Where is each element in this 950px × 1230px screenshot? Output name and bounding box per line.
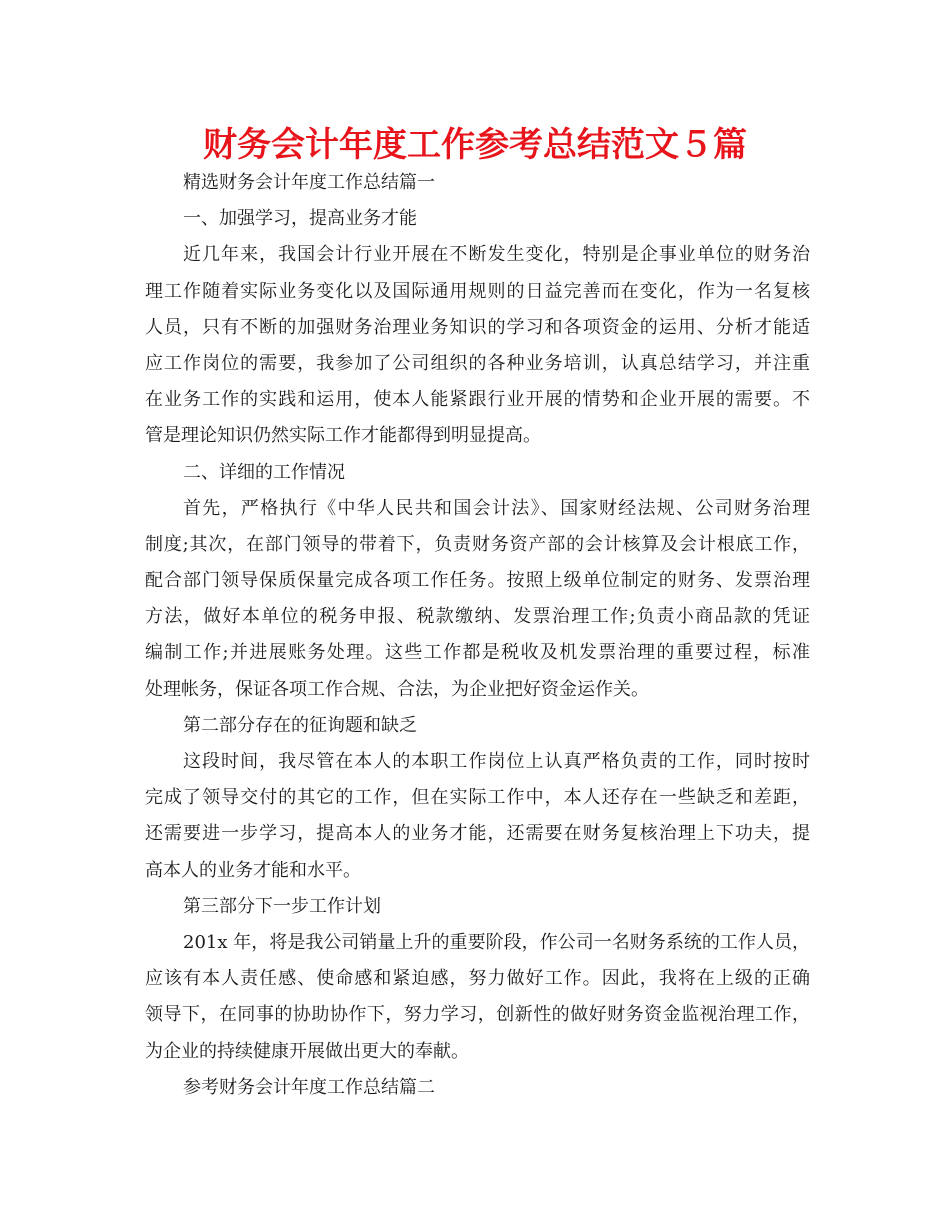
text-line: 人员，只有不断的加强财务治理业务知识的学习和各项资金的运用、分析才能适	[145, 316, 810, 338]
paragraph	[145, 889, 810, 925]
paragraph	[145, 455, 810, 491]
text-line: 方法，做好本单位的税务申报、税款缴纳、发票治理工作;负责小商品款的凭证	[145, 606, 810, 628]
text-line: 参考财务会计年度工作总结篇二	[183, 1076, 435, 1098]
paragraph	[145, 165, 810, 201]
paragraph	[145, 491, 810, 708]
text-line: 处理帐务，保证各项工作合规、合法，为企业把好资金运作关。	[145, 678, 649, 700]
paragraph	[145, 1070, 810, 1106]
paragraph	[145, 237, 810, 454]
text-line: 编制工作;并进展账务处理。这些工作都是税收及机发票治理的重要过程，标准	[145, 642, 810, 664]
text-line: 应工作岗位的需要，我参加了公司组织的各种业务培训，认真总结学习，并注重	[145, 352, 810, 374]
document-body	[145, 165, 810, 1106]
text-line: 精选财务会计年度工作总结篇一	[183, 172, 435, 193]
document-title: 财务会计年度工作参考总结范文５篇	[203, 125, 747, 165]
text-line: 近几年来，我国会计行业开展在不断发生变化，特别是企事业单位的财务治	[183, 244, 810, 266]
text-line: 还需要进一步学习，提高本人的业务才能，还需要在财务复核治理上下功夫，提	[145, 823, 810, 845]
text-line: 应该有本人责任感、使命感和紧迫感，努力做好工作。因此，我将在上级的正确	[145, 968, 810, 990]
text-line: 这段时间，我尽管在本人的本职工作岗位上认真严格负责的工作，同时按时	[183, 751, 810, 772]
text-line: 第二部分存在的征询题和缺乏	[183, 714, 417, 736]
text-line: 首先，严格执行《中华人民共和国会计法》、国家财经法规、公司财务治理	[183, 497, 810, 519]
text-line: 二、详细的工作情况	[183, 461, 345, 483]
paragraph	[145, 925, 810, 1070]
text-line: 理工作随着实际业务变化以及国际通用规则的日益完善而在变化，作为一名复核	[145, 280, 810, 302]
paragraph	[145, 201, 810, 237]
text-line: 高本人的业务才能和水平。	[145, 859, 361, 881]
text-line: 完成了领导交付的其它的工作，但在实际工作中，本人还存在一些缺乏和差距，	[145, 787, 810, 809]
text-line: 配合部门领导保质保量完成各项工作任务。按照上级单位制定的财务、发票治理	[145, 570, 810, 592]
text-line: 第三部分下一步工作计划	[183, 895, 381, 917]
text-line: 领导下，在同事的协助协作下，努力学习，创新性的做好财务资金监视治理工作，	[145, 1004, 810, 1026]
text-line: 一、加强学习，提高业务才能	[183, 208, 417, 230]
text-line: 在业务工作的实践和运用，使本人能紧跟行业开展的情势和企业开展的需要。不	[145, 389, 810, 411]
paragraph	[145, 708, 810, 744]
text-line: 201x 年，将是我公司销量上升的重要阶段，作公司一名财务系统的工作人员，	[183, 931, 810, 953]
text-line: 制度;其次，在部门领导的带着下，负责财务资产部的会计核算及会计根底工作，	[145, 533, 810, 555]
text-line: 为企业的持续健康开展做出更大的奉献。	[145, 1040, 469, 1062]
text-line: 管是理论知识仍然实际工作才能都得到明显提高。	[145, 425, 541, 447]
paragraph	[145, 744, 810, 889]
